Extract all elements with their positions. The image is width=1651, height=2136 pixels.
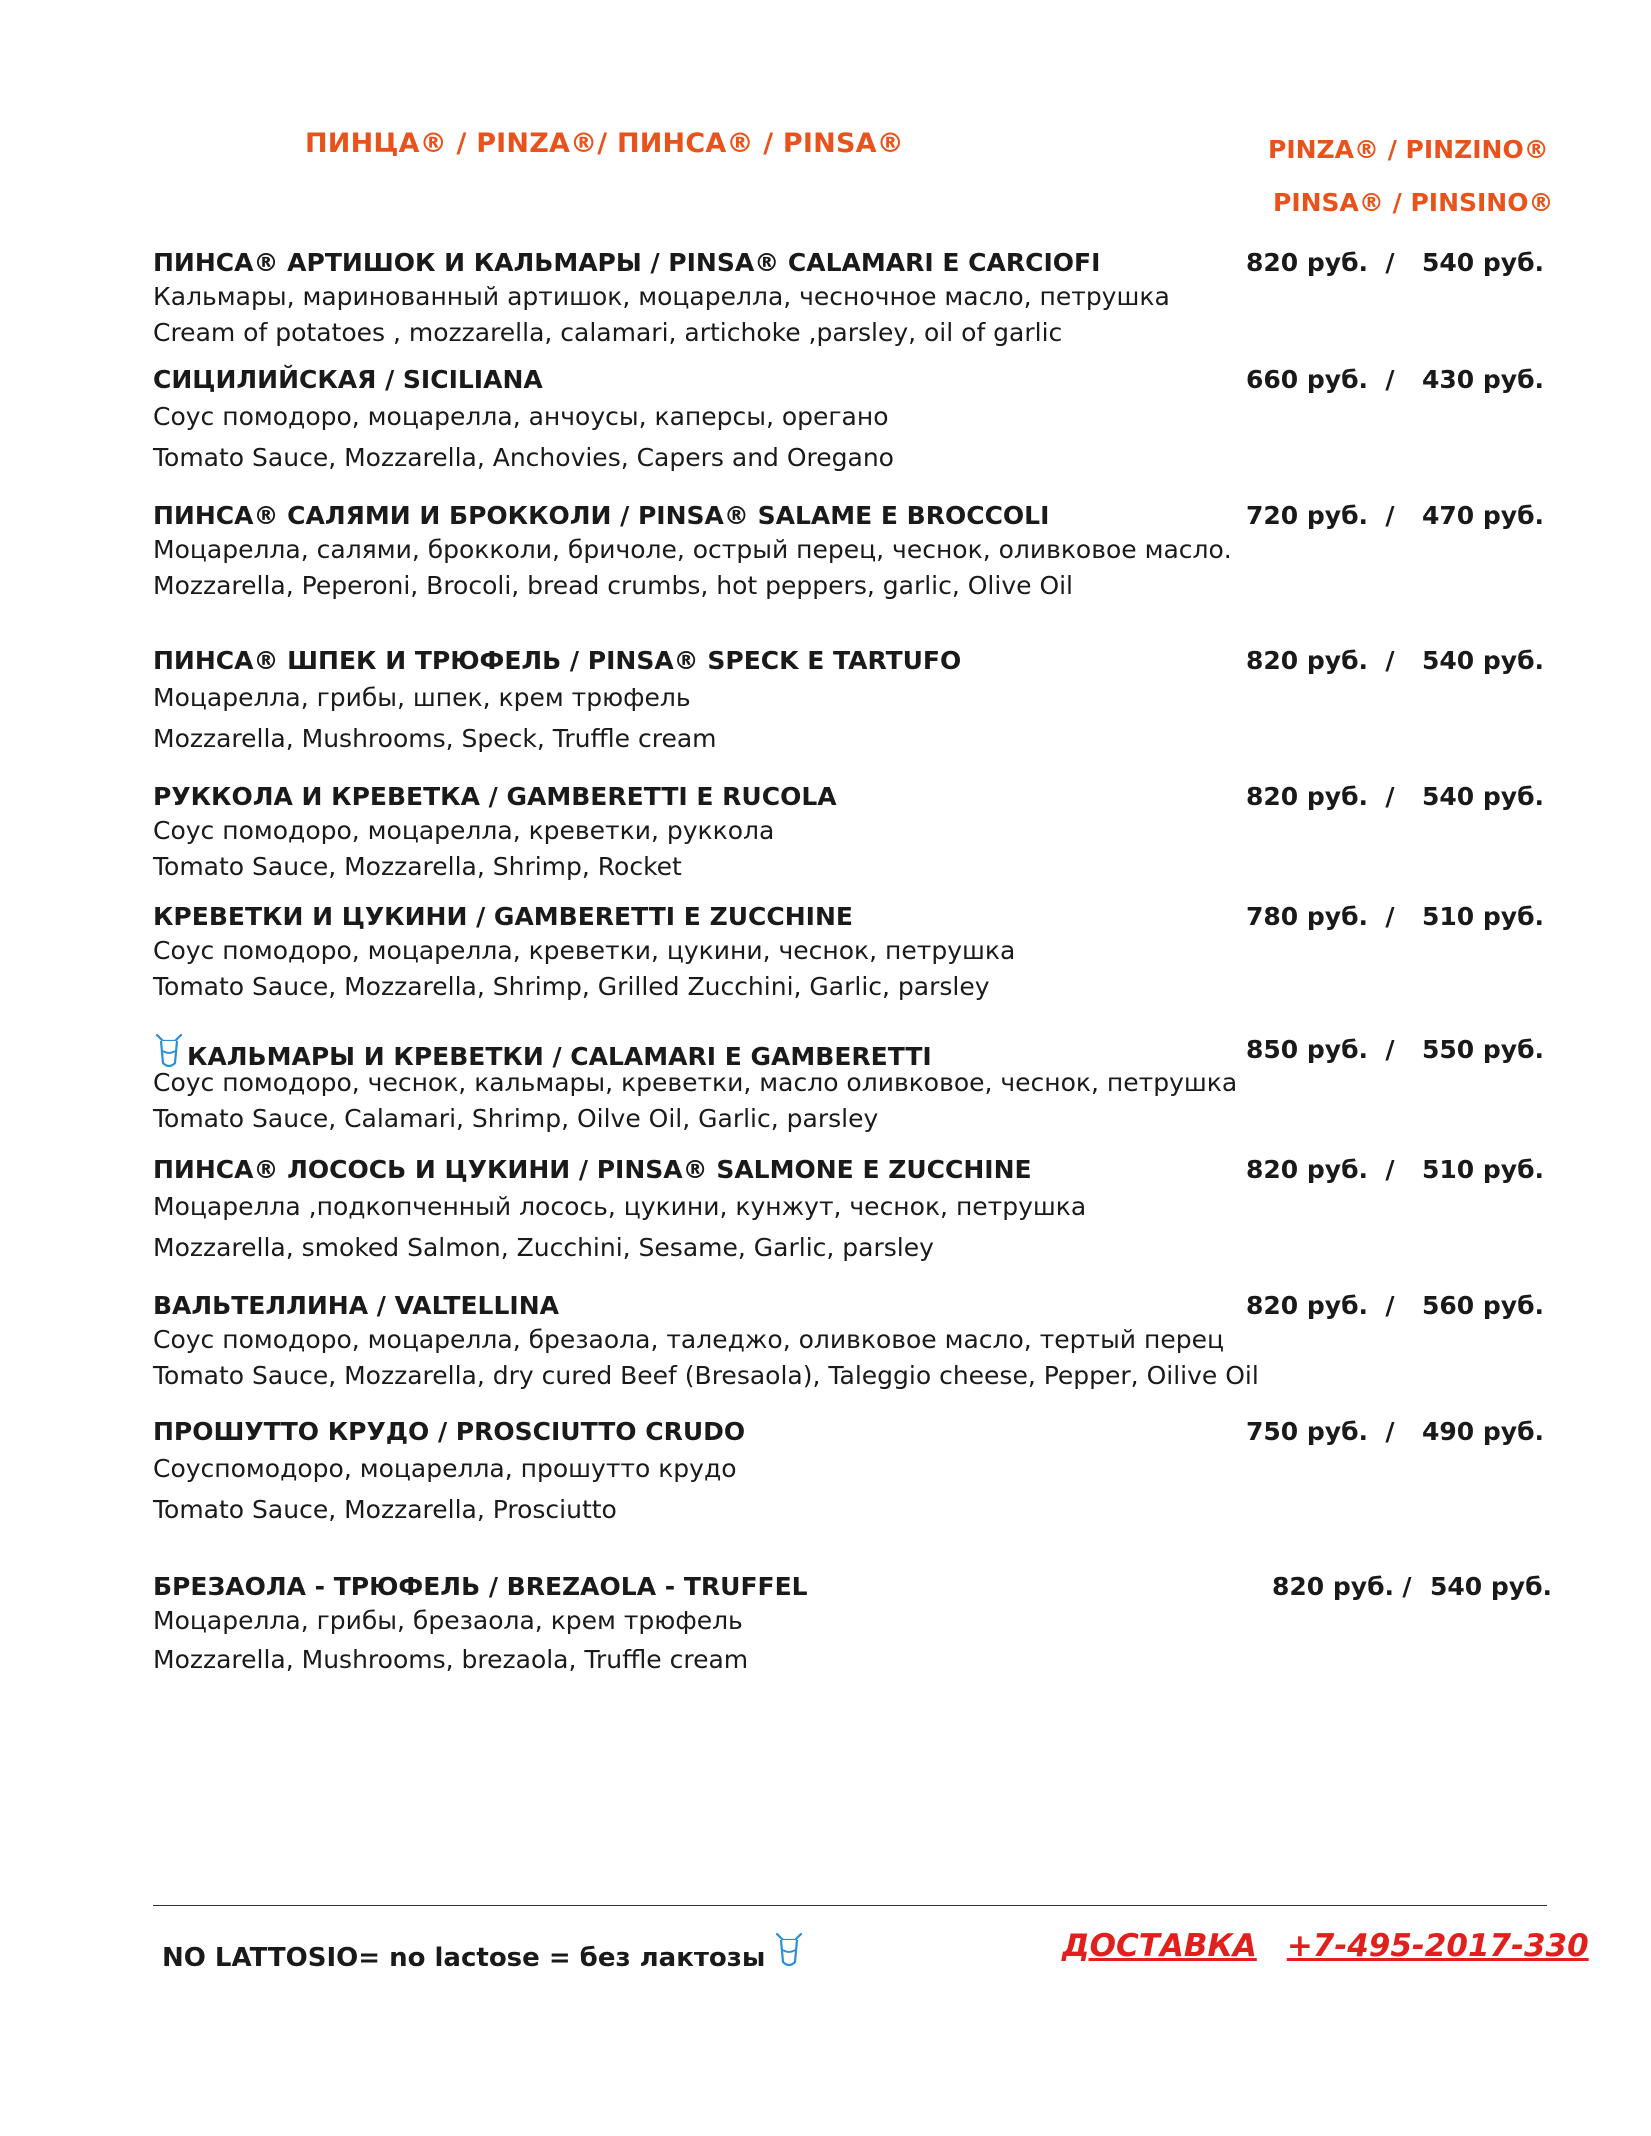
price-separator: / xyxy=(1385,1155,1395,1184)
item-desc-en: Mozzarella, smoked Salmon, Zucchini, Sesame, Garlic, parsley xyxy=(153,1233,934,1262)
price-small: 510 руб. xyxy=(1422,1155,1545,1184)
price-large: 660 руб. xyxy=(1246,365,1369,394)
price-large: 820 руб. xyxy=(1272,1572,1395,1601)
size-header-pinza: PINZA® / PINZINO® xyxy=(1268,135,1549,164)
price-large: 820 руб. xyxy=(1246,248,1369,277)
item-name: КАЛЬМАРЫ И КРЕВЕТКИ / CALAMARI E GAMBERETTI xyxy=(187,1042,932,1071)
item-desc-en: Mozzarella, Mushrooms, brezaola, Truffle cream xyxy=(153,1645,749,1674)
delivery-label: ДОСТАВКА xyxy=(1062,1928,1257,1964)
size-header-pinsa: PINSA® / PINSINO® xyxy=(1273,188,1554,217)
item-price xyxy=(1246,500,1545,532)
item-desc-ru: Соус помодоро, моцарелла, креветки, цукини, чеснок, петрушка xyxy=(153,936,1016,965)
price-small: 560 руб. xyxy=(1422,1291,1545,1320)
price-large: 780 руб. xyxy=(1246,902,1369,931)
item-desc-en: Tomato Sauce, Mozzarella, Shrimp, Grilled Zucchini, Garlic, parsley xyxy=(153,972,990,1001)
item-price xyxy=(1246,247,1545,279)
item-desc-ru: Моцарелла, салями, брокколи, бричоле, острый перец, чеснок, оливковое масло. xyxy=(153,535,1232,564)
price-separator: / xyxy=(1385,248,1395,277)
lactose-free-icon xyxy=(773,1932,805,1970)
price-separator: / xyxy=(1385,1035,1395,1064)
item-price xyxy=(1246,1416,1545,1448)
item-desc-ru: Моцарелла, грибы, брезаола, крем трюфель xyxy=(153,1606,743,1635)
item-desc-ru: Соус помодоро, моцарелла, анчоусы, каперсы, орегано xyxy=(153,402,889,431)
item-desc-ru: Кальмары, маринованный артишок, моцарелла, чесночное масло, петрушка xyxy=(153,282,1170,311)
price-small: 470 руб. xyxy=(1422,501,1545,530)
item-name: ПИНСА® АРТИШОК И КАЛЬМАРЫ / PINSA® CALAMARI E CARCIOFI xyxy=(153,248,1101,277)
price-separator: / xyxy=(1385,902,1395,931)
item-desc-ru: Соус помодоро, моцарелла, креветки, руккола xyxy=(153,816,775,845)
price-large: 820 руб. xyxy=(1246,1291,1369,1320)
item-desc-en: Tomato Sauce, Mozzarella, Shrimp, Rocket xyxy=(153,852,682,881)
price-large: 820 руб. xyxy=(1246,1155,1369,1184)
item-desc-en: Mozzarella, Mushrooms, Speck, Truffle cream xyxy=(153,724,717,753)
item-desc-en: Cream of potatoes , mozzarella, calamari, artichoke ,parsley, oil of garlic xyxy=(153,318,1063,347)
delivery-link[interactable] xyxy=(1062,1928,1589,1964)
lactose-legend xyxy=(162,1932,807,1973)
price-separator: / xyxy=(1385,646,1395,675)
price-large: 750 руб. xyxy=(1246,1417,1369,1446)
item-name: ПРОШУТТО КРУДО / PROSCIUTTO CRUDO xyxy=(153,1417,746,1446)
item-desc-ru: Соуспомодоро, моцарелла, прошутто крудо xyxy=(153,1454,737,1483)
price-separator: / xyxy=(1385,782,1395,811)
item-desc-ru: Моцарелла, грибы, шпек, крем трюфель xyxy=(153,683,691,712)
item-desc-ru: Соус помодоро, чеснок, кальмары, креветки, масло оливковое, чеснок, петрушка xyxy=(153,1068,1238,1097)
price-large: 720 руб. xyxy=(1246,501,1369,530)
item-desc-ru: Моцарелла ,подкопченный лосось, цукини, кунжут, чеснок, петрушка xyxy=(153,1192,1087,1221)
item-price xyxy=(1246,364,1545,396)
item-price xyxy=(1272,1571,1553,1603)
footer-divider xyxy=(153,1905,1547,1906)
item-name: ВАЛЬТЕЛЛИНА / VALTELLINA xyxy=(153,1291,559,1320)
item-desc-en: Tomato Sauce, Mozzarella, dry cured Beef (Bresaola), Taleggio cheese, Pepper, Oilive Oil xyxy=(153,1361,1259,1390)
item-name: БРЕЗАОЛА - ТРЮФЕЛЬ / BREZAOLA - TRUFFEL xyxy=(153,1572,808,1601)
price-large: 820 руб. xyxy=(1246,782,1369,811)
price-small: 430 руб. xyxy=(1422,365,1545,394)
price-separator: / xyxy=(1385,501,1395,530)
price-small: 540 руб. xyxy=(1422,248,1545,277)
item-price xyxy=(1246,1034,1545,1066)
price-small: 550 руб. xyxy=(1422,1035,1545,1064)
price-separator: / xyxy=(1402,1572,1412,1601)
item-name: ПИНСА® ШПЕК И ТРЮФЕЛЬ / PINSA® SPECK E TARTUFO xyxy=(153,646,962,675)
price-separator: / xyxy=(1385,365,1395,394)
item-price xyxy=(1246,645,1545,677)
price-large: 820 руб. xyxy=(1246,646,1369,675)
item-price xyxy=(1246,1290,1545,1322)
lactose-legend-text: NO LATTOSIO= no lactose = без лактозы xyxy=(162,1943,766,1973)
item-name: ПИНСА® ЛОСОСЬ И ЦУКИНИ / PINSA® SALMONE E ZUCCHINE xyxy=(153,1155,1032,1184)
item-price xyxy=(1246,1154,1545,1186)
item-price xyxy=(1246,781,1545,813)
price-separator: / xyxy=(1385,1291,1395,1320)
price-small: 490 руб. xyxy=(1422,1417,1545,1446)
item-name: СИЦИЛИЙСКАЯ / SICILIANA xyxy=(153,365,543,394)
delivery-phone: +7-495-2017-330 xyxy=(1286,1928,1589,1964)
price-small: 540 руб. xyxy=(1430,1572,1553,1601)
price-small: 540 руб. xyxy=(1422,782,1545,811)
page-title: ПИНЦА® / PINZA®/ ПИНСА® / PINSA® xyxy=(305,128,904,159)
item-desc-en: Tomato Sauce, Mozzarella, Anchovies, Capers and Oregano xyxy=(153,443,894,472)
price-large: 850 руб. xyxy=(1246,1035,1369,1064)
item-name: ПИНСА® САЛЯМИ И БРОККОЛИ / PINSA® SALAME E BROCCOLI xyxy=(153,501,1050,530)
item-name: РУККОЛА И КРЕВЕТКА / GAMBERETTI E RUCOLA xyxy=(153,782,837,811)
item-name: КРЕВЕТКИ И ЦУКИНИ / GAMBERETTI E ZUCCHINE xyxy=(153,902,853,931)
price-small: 510 руб. xyxy=(1422,902,1545,931)
item-desc-ru: Соус помодоро, моцарелла, брезаола, таледжо, оливковое масло, тертый перец xyxy=(153,1325,1224,1354)
price-small: 540 руб. xyxy=(1422,646,1545,675)
item-desc-en: Tomato Sauce, Calamari, Shrimp, Oilve Oil, Garlic, parsley xyxy=(153,1104,879,1133)
item-price xyxy=(1246,901,1545,933)
item-desc-en: Mozzarella, Peperoni, Brocoli, bread crumbs, hot peppers, garlic, Olive Oil xyxy=(153,571,1074,600)
price-separator: / xyxy=(1385,1417,1395,1446)
item-desc-en: Tomato Sauce, Mozzarella, Prosciutto xyxy=(153,1495,617,1524)
